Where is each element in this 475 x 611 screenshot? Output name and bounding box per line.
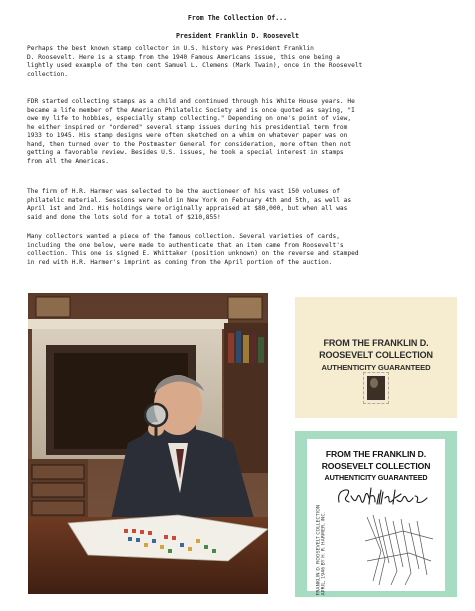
scribble-marks-icon — [363, 511, 435, 587]
stamp-portrait — [370, 378, 378, 388]
text-line: FDR started collecting stamps as a child and continued through his White House years. He — [27, 98, 355, 105]
imprint-line: FRANKLIN D. ROOSEVELT COLLECTION — [316, 504, 322, 596]
e-whittaker-signature-icon — [335, 484, 435, 510]
text-line: collection. — [27, 70, 68, 78]
harmer-imprint-text — [317, 493, 328, 595]
text-line: D. Roosevelt. Here is a stamp from the 1940 Famous Americans issue, this one being a — [27, 53, 340, 61]
paragraph-authentication — [27, 233, 459, 267]
card-front-line1: FROM THE FRANKLIN D. — [323, 338, 429, 348]
text-line: lightly used example of the ten cent Samuel L. Clemens (Mark Twain), once in the Roosevelt — [27, 62, 363, 69]
text-line: The firm of H.R. Harmer was selected to be the auctioneer of his vast 150 volumes of — [27, 188, 340, 195]
text-line: philatelic material. Sessions were held in New York on February 4th and 5th, as well as — [27, 196, 352, 204]
imprint-line: APRIL, 1946 BY H. R. HARMER, INC. — [322, 511, 327, 596]
page-subtitle: President Franklin D. Roosevelt — [175, 32, 300, 40]
fdr-with-magnifier-photo-icon — [28, 293, 268, 594]
card-reverse-line3: AUTHENTICITY GUARANTEED — [324, 473, 428, 482]
paragraph-auction — [27, 188, 459, 222]
paragraph-fdr-collecting — [27, 98, 459, 166]
fdr-photo — [28, 293, 268, 594]
mark-twain-stamp-icon — [363, 372, 389, 404]
text-line: hand, then turned over to the Postmaster General for consideration, more often then not — [27, 140, 352, 148]
card-reverse-line1: FROM THE FRANKLIN D. — [325, 449, 427, 459]
text-line: collection. This one is signed E. Whittaker (position unknown) on the reverse and stamped — [27, 250, 359, 257]
paragraph-intro — [27, 45, 459, 79]
text-line: from all the Americas. — [27, 157, 109, 165]
text-line: he either inspired or "ordered" several stamp issues during his presidential term from — [27, 123, 348, 131]
text-line: became a life member of the American Philatelic Society and is once quoted as saying, "I — [27, 106, 355, 114]
text-line: April 1st and 2nd. His holdings were originally appraised at $80,000, but when all was — [27, 205, 348, 212]
auth-card-front — [295, 297, 457, 418]
card-reverse-line2: ROOSEVELT COLLECTION — [321, 461, 431, 471]
card-front-line3: AUTHENTICITY GUARANTEED — [321, 363, 431, 372]
card-reverse-paper — [307, 439, 445, 596]
text-line: Perhaps the best known stamp collector in U.S. history was President Franklin — [27, 45, 314, 52]
text-line: in red with H.R. Harmer's imprint as coming from the April portion of the auction. — [27, 258, 333, 266]
text-line: said and done the lots sold for a total of $210,855! — [27, 213, 221, 221]
text-line: Many collectors wanted a piece of the famous collection. Several varieties of cards, — [27, 233, 340, 240]
auth-card-reverse — [295, 431, 457, 597]
text-line: getting a favorable review. Besides U.S. issues, he took a special interest in stamps — [27, 149, 344, 156]
text-line: owe my life to hobbies, especially stamp collecting." Depending on one's point of view, — [27, 115, 352, 122]
text-line: including the one below, were made to authenticate that an item came from Roosevelt's — [27, 241, 344, 249]
page-title: From The Collection Of... — [187, 14, 288, 22]
text-line: 1933 to 1945. His stamp designs were often sketched on a whim on whatever paper was on — [27, 132, 348, 139]
card-front-line2: ROOSEVELT COLLECTION — [319, 350, 433, 360]
